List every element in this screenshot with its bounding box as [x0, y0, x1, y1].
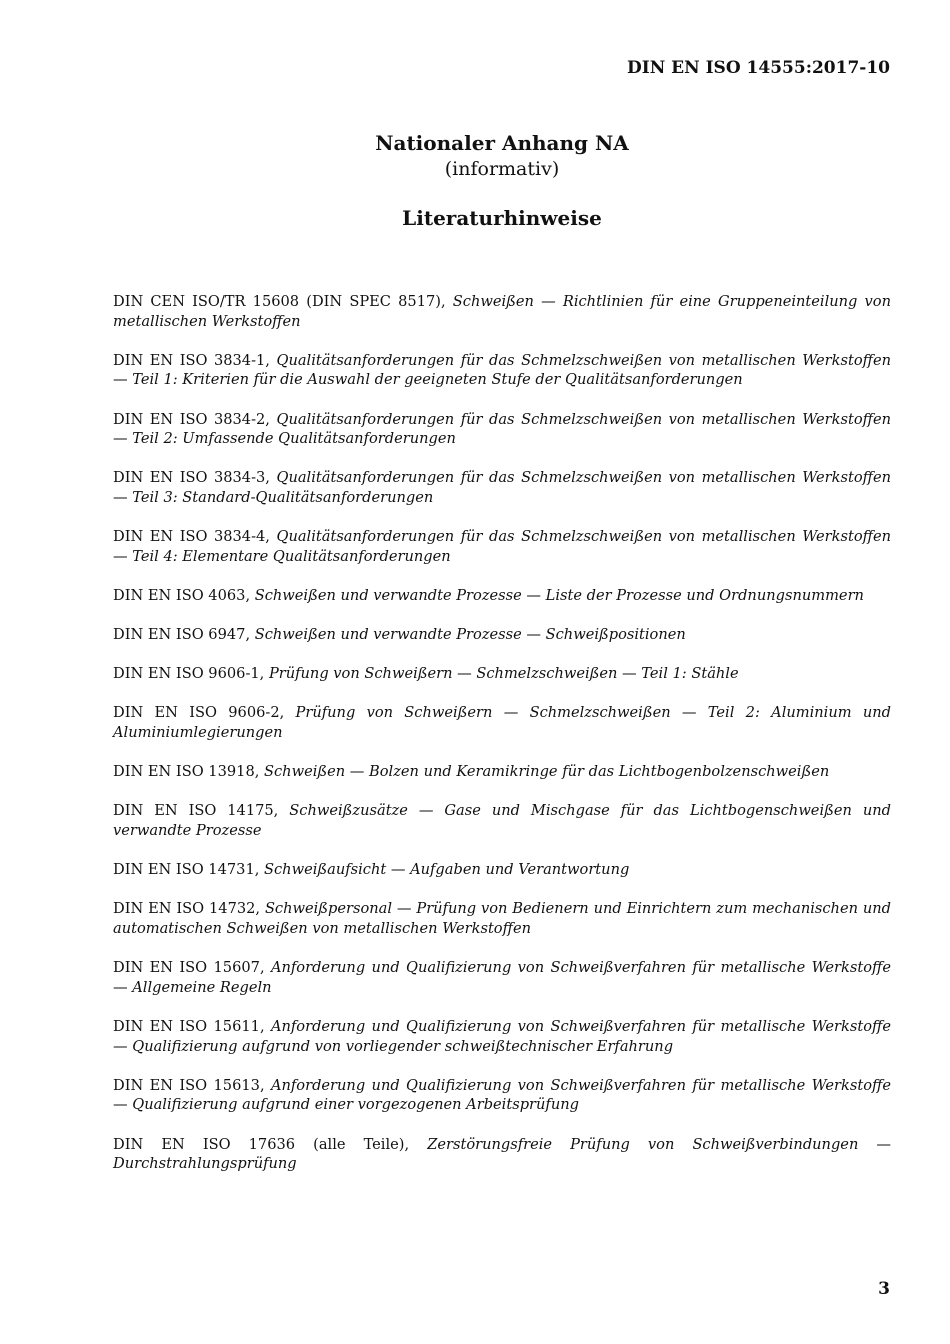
reference-designation: DIN EN ISO 17636 (alle Teile),	[113, 1135, 410, 1153]
page-number: 3	[878, 1279, 890, 1299]
reference-item	[113, 664, 891, 684]
reference-title: Schweißen — Richtlinien für eine Gruppeneinteilung von metallischen Werkstoffen	[113, 293, 891, 330]
reference-title: Qualitätsanforderungen für das Schmelzschweißen von metallischen Werkstoffen — Teil 4: Elementare Qualitätsanforderungen	[113, 528, 892, 565]
reference-item	[113, 410, 891, 449]
reference-title: Anforderung und Qualifizierung von Schweißverfahren für metallische Werkstoffe — Qualifizierung aufgrund von vorliegender schweißtechnischer Erfahrung	[113, 1017, 891, 1055]
annex-subtitle: (informativ)	[444, 158, 560, 180]
reference-title: Schweißpersonal — Prüfung von Bedienern und Einrichtern zum mechanischen und automatischen Schweißen von metallischen Werkstoffen	[113, 900, 891, 937]
reference-designation: DIN EN ISO 13918,	[113, 763, 260, 781]
reference-item	[113, 762, 891, 782]
reference-designation: DIN CEN ISO/TR 15608 (DIN SPEC 8517),	[113, 293, 446, 310]
reference-title: Schweißen und verwandte Prozesse — Schweißpositionen	[254, 626, 686, 644]
reference-title: Zerstörungsfreie Prüfung von Schweißverbindungen — Durchstrahlungsprüfung	[113, 1135, 892, 1173]
reference-designation: DIN EN ISO 15613,	[113, 1076, 265, 1094]
reference-title: Anforderung und Qualifizierung von Schweißverfahren für metallische Werkstoffe — Allgemeine Regeln	[113, 959, 891, 996]
reference-item	[113, 1017, 891, 1056]
reference-title: Prüfung von Schweißern — Schmelzschweißen — Teil 2: Aluminium und Aluminiumlegierungen	[113, 704, 891, 742]
reference-item	[113, 351, 891, 390]
reference-designation: DIN EN ISO 9606-2,	[113, 704, 285, 722]
reference-item	[113, 703, 891, 742]
reference-item	[113, 586, 891, 606]
reference-item	[113, 860, 891, 880]
reference-item	[113, 958, 891, 997]
reference-title: Qualitätsanforderungen für das Schmelzschweißen von metallischen Werkstoffen — Teil 3: Standard-Qualitätsanforderungen	[113, 469, 892, 506]
reference-designation: DIN EN ISO 6947,	[113, 626, 251, 644]
reference-item	[113, 468, 891, 507]
reference-designation: DIN EN ISO 3834-4,	[113, 528, 270, 546]
document-id: DIN EN ISO 14555:2017-10	[627, 58, 890, 78]
reference-designation: DIN EN ISO 3834-1,	[113, 351, 270, 369]
reference-item	[113, 292, 891, 331]
reference-designation: DIN EN ISO 4063,	[113, 586, 251, 604]
reference-designation: DIN EN ISO 15607,	[113, 959, 265, 977]
annex-title: Nationaler Anhang NA	[375, 131, 629, 155]
reference-item	[113, 899, 891, 938]
reference-designation: DIN EN ISO 3834-3,	[113, 469, 270, 487]
reference-designation: DIN EN ISO 9606-1,	[113, 665, 265, 683]
reference-title: Schweißaufsicht — Aufgaben und Verantwortung	[264, 861, 630, 879]
reference-designation: DIN EN ISO 15611,	[113, 1017, 265, 1035]
reference-title: Schweißzusätze — Gase und Mischgase für das Lichtbogenschweißen und verwandte Prozesse	[113, 802, 891, 840]
reference-title: Qualitätsanforderungen für das Schmelzschweißen von metallischen Werkstoffen — Teil 2: Umfassende Qualitätsanforderungen	[113, 410, 892, 448]
reference-designation: DIN EN ISO 14731,	[113, 861, 260, 879]
bibliography-heading: Literaturhinweise	[402, 206, 602, 230]
reference-item	[113, 527, 891, 566]
reference-designation: DIN EN ISO 3834-2,	[113, 410, 270, 428]
reference-title: Schweißen und verwandte Prozesse — Liste der Prozesse und Ordnungsnummern	[254, 586, 864, 604]
reference-designation: DIN EN ISO 14175,	[113, 802, 279, 820]
reference-item	[113, 1076, 891, 1115]
reference-title: Anforderung und Qualifizierung von Schweißverfahren für metallische Werkstoffe — Qualifizierung aufgrund einer vorgezogenen Arbeitsprüfung	[113, 1076, 891, 1114]
reference-item	[113, 625, 891, 645]
reference-list	[113, 292, 891, 1193]
reference-title: Qualitätsanforderungen für das Schmelzschweißen von metallischen Werkstoffen — Teil 1: Kriterien für die Auswahl der geeigneten Stufe der Qualitätsanforderungen	[113, 351, 892, 389]
reference-title: Prüfung von Schweißern — Schmelzschweißen — Teil 1: Stähle	[268, 665, 739, 683]
reference-item	[113, 1135, 891, 1174]
reference-title: Schweißen — Bolzen und Keramikringe für das Lichtbogenbolzenschweißen	[264, 763, 830, 781]
reference-item	[113, 801, 891, 840]
reference-designation: DIN EN ISO 14732,	[113, 900, 261, 918]
